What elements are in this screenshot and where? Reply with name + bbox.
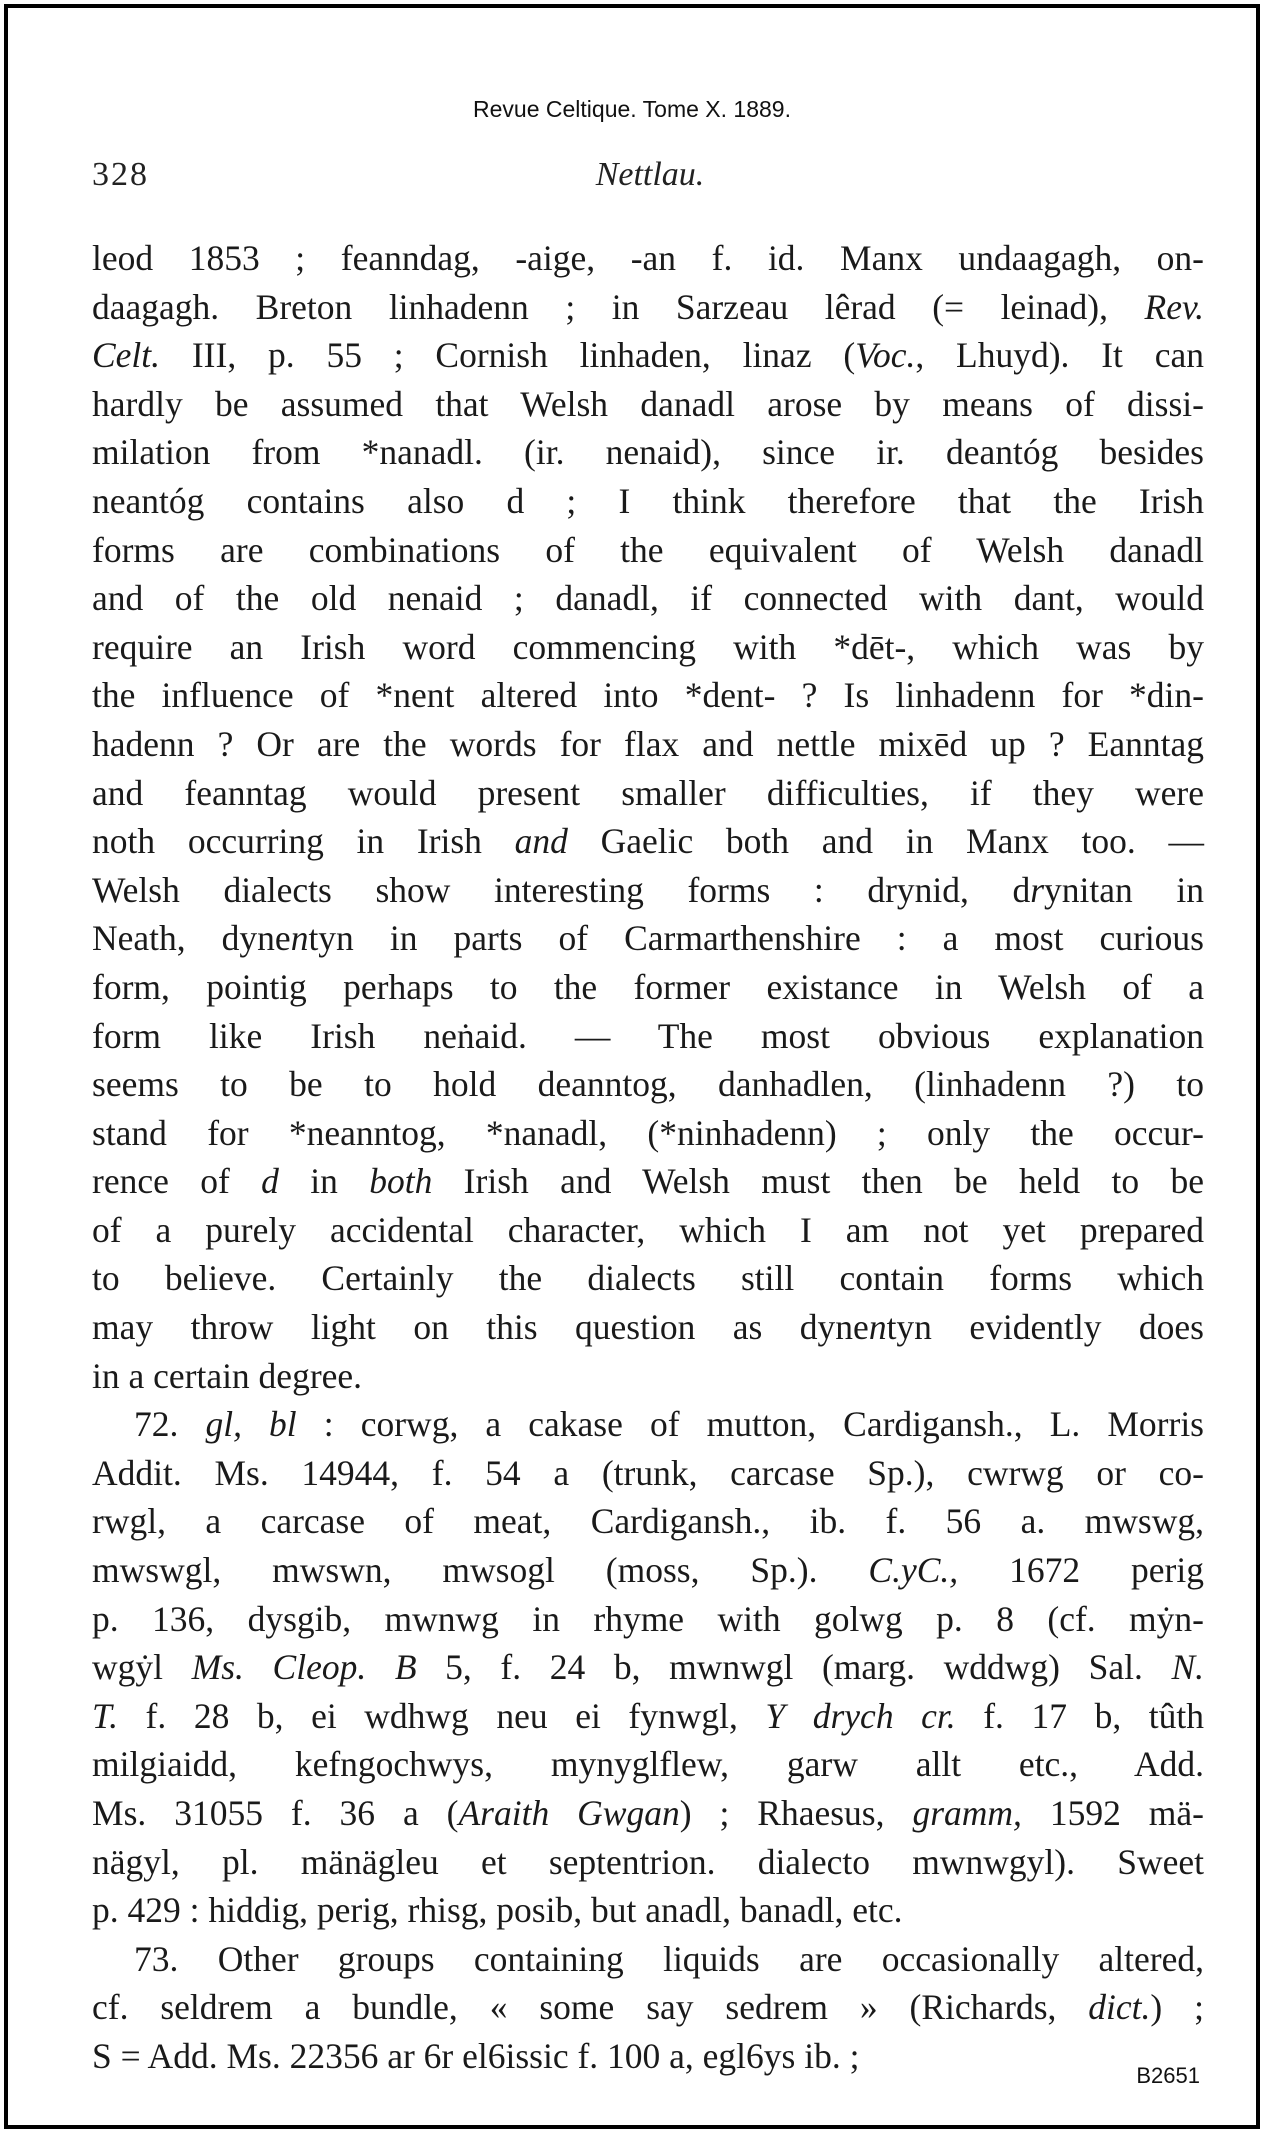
italic-span: Araith Gwgan [458,1793,680,1833]
text-line [92,1449,1204,1498]
text-line [92,574,1204,623]
text-span: tyn in parts of Carmarthenshire : a most curious [308,918,1204,959]
text-span: f. 17 b, tûth [955,1695,1204,1736]
text-span: 5, f. 24 b, mwnwgl (marg. wddwg) Sal. [416,1647,1172,1688]
text-line [92,331,1204,380]
page-number: 328 [92,156,149,193]
italic-span: gramm, [912,1793,1022,1833]
text-line [92,428,1204,477]
text-line [92,477,1204,526]
text-span: noth occurring in Irish [92,821,515,862]
text-line [92,817,1204,866]
text-span: wgẏl [92,1647,192,1688]
text-span: : corwg, a cakase of mutton, Cardigansh., L. Morris [296,1404,1204,1445]
running-header [92,156,1208,206]
text-span: and of the old nenaid ; danadl, if connected with dant, would [92,578,1204,619]
text-line [92,1740,1204,1789]
text-line [92,283,1204,332]
text-line [92,1400,1204,1449]
italic-span: N. [1171,1647,1205,1688]
text-line [92,1254,1204,1303]
text-span: to believe. Certainly the dialects still contain forms which [92,1258,1204,1299]
italic-span: C.yC., [868,1550,959,1591]
text-line [92,1206,1204,1255]
text-line [92,1157,1204,1206]
text-span: 72. [134,1404,206,1445]
text-span: ynitan in [1044,869,1204,910]
text-line [92,2032,1204,2081]
text-span: milgiaidd, kefngochwys, mynyglflew, garw allt etc., Add. [92,1744,1204,1785]
text-line [92,1060,1204,1109]
text-line [92,1983,1204,2032]
text-span: hardly be assumed that Welsh danadl arose by means of dissi- [92,383,1204,424]
italic-span: T. [92,1695,118,1736]
text-line [92,234,1204,283]
text-span: S = Add. Ms. 22356 ar 6r el6issic f. 100 a, egl6ys ib. ; [92,2035,860,2076]
catalog-code: B2651 [1136,2063,1200,2088]
text-span: tyn evidently does [886,1307,1204,1348]
text-line [92,623,1204,672]
text-span: cf. seldrem a bundle, « some say sedrem » (Richards, [92,1987,1089,2028]
text-span: Ms. 31055 f. 36 a ( [92,1793,459,1833]
running-title: Nettlau. [595,156,705,193]
italic-span: d [261,1161,279,1202]
text-span: ) ; [1150,1987,1204,2028]
text-line [92,963,1204,1012]
text-span: Gaelic both and in Manx too. — [567,821,1204,862]
text-span: 73. Other groups containing liquids are occasionally altered, [134,1938,1204,1979]
italic-span: Celt. [92,335,161,376]
text-line [92,1109,1204,1158]
text-span: Neath, dyne [92,918,291,959]
text-span: p. 136, dysgib, mwnwg in rhyme with golwg p. 8 (cf. mẏn- [92,1598,1204,1639]
text-span: 1592 mä- [1021,1793,1204,1833]
text-span: rwgl, a carcase of meat, Cardigansh., ib. f. 56 a. mwswg, [92,1501,1204,1542]
text-span: may throw light on this question as dyne [92,1307,869,1348]
page-frame [4,4,1260,2129]
text-line [92,380,1204,429]
text-span: p. 429 : hiddig, perig, rhisg, posib, but anadl, banadl, etc. [92,1890,903,1931]
italic-span: and [514,821,568,862]
text-span: rence of [92,1161,262,1202]
text-line [92,1643,1204,1692]
text-span: III, p. 55 ; Cornish linhaden, linaz ( [160,335,856,376]
text-span: neantóg contains also d ; I think therefore that the Irish [92,480,1204,521]
text-line [92,1789,1204,1838]
text-span: Addit. Ms. 14944, f. 54 a (trunk, carcase Sp.), cwrwg or co- [92,1452,1204,1493]
italic-span: r [1030,869,1045,910]
text-line [92,1886,1204,1935]
text-span: nägyl, pl. mänägleu et septentrion. dialecto mwnwgyl). Sweet [92,1841,1204,1882]
italic-span: n [290,918,309,959]
italic-span: both [369,1161,433,1202]
text-span: in a certain degree. [92,1355,363,1396]
italic-span: Ms. Cleop. B [191,1647,417,1688]
text-line [92,914,1204,963]
italic-span: gl, bl [205,1404,297,1445]
text-line [92,1497,1204,1546]
italic-span: dict. [1088,1987,1151,2028]
text-span: stand for *neanntog, *nanadl, (*ninhadenn) ; only the occur- [92,1112,1204,1153]
italic-span: Y drych cr. [765,1695,956,1736]
italic-span: n [868,1307,887,1348]
text-line [92,1595,1204,1644]
text-span: Irish and Welsh must then be held to be [432,1161,1204,1202]
text-span: ) ; Rhaesus, [679,1793,913,1833]
text-span: and feanntag would present smaller difficulties, if they were [92,772,1204,813]
text-span: of a purely accidental character, which I am not yet prepared [92,1209,1204,1250]
text-line [92,1352,1204,1401]
text-line [92,866,1204,915]
text-span: daagagh. Breton linhadenn ; in Sarzeau lêrad (= leinad), [92,286,1145,327]
text-line [92,526,1204,575]
text-span: Welsh dialects show interesting forms : drynid, d [92,869,1031,910]
text-line [92,1012,1204,1061]
text-line [92,1935,1204,1984]
body-text [92,234,1204,2081]
text-span: f. 28 b, ei wdhwg neu ei fynwgl, [117,1695,766,1736]
text-line [92,1303,1204,1352]
text-span: seems to be to hold deanntog, danhadlen, (linhadenn ?) to [92,1064,1204,1105]
text-span: mwswgl, mwswn, mwsogl (moss, Sp.). [92,1550,869,1591]
text-line [92,769,1204,818]
text-span: milation from *nanadl. (ir. nenaid), since ir. deantóg besides [92,432,1204,473]
text-span: in [278,1161,370,1202]
text-span: form like Irish neṅaid. — The most obvious explanation [92,1015,1204,1056]
text-span: leod 1853 ; feanndag, -aige, -an f. id. Manx undaagagh, on- [92,238,1204,278]
text-span: the influence of *nent altered into *dent- ? Is linhadenn for *din- [92,675,1204,716]
text-span: forms are combinations of the equivalent of Welsh danadl [92,529,1204,570]
text-span: 1672 perig [958,1550,1204,1591]
text-span: , Lhuyd). It can [915,335,1204,376]
italic-span: Voc. [855,335,916,376]
text-line [92,671,1204,720]
text-span: require an Irish word commencing with *dēt-, which was by [92,626,1204,667]
text-line [92,1546,1204,1595]
text-line [92,720,1204,769]
text-line [92,1838,1204,1887]
text-line [92,1692,1204,1741]
text-span: form, pointig perhaps to the former existance in Welsh of a [92,966,1204,1007]
text-span: hadenn ? Or are the words for flax and nettle mixēd up ? Eanntag [92,723,1204,764]
source-note: Revue Celtique. Tome X. 1889. [473,96,791,122]
italic-span: Rev. [1144,286,1204,327]
